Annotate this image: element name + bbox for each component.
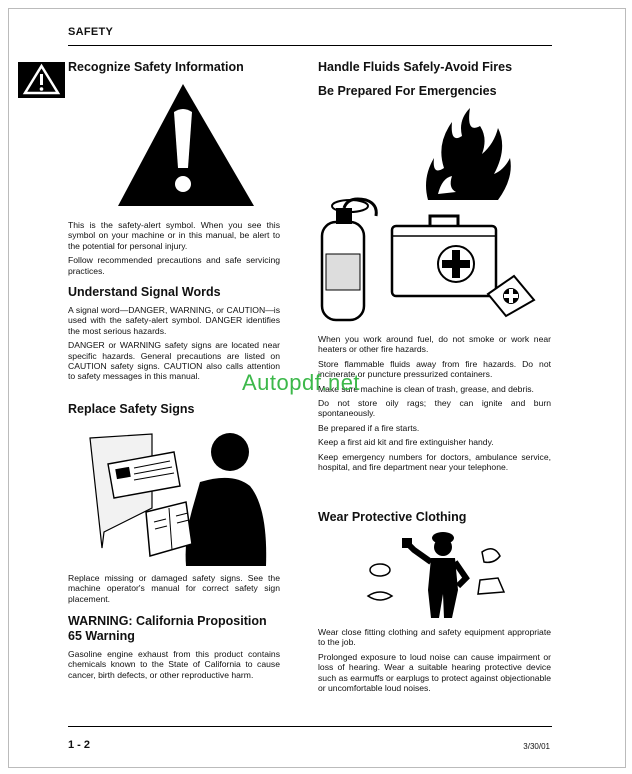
emergencies-title: Be Prepared For Emergencies (318, 84, 497, 98)
replace-p1: Replace missing or damaged safety signs. See the machine operator's manual for correct safety sign placement. (68, 573, 280, 604)
clothing-body (318, 627, 551, 697)
footer-rule (68, 726, 552, 727)
fluids-p2: Store flammable fluids away from fire hazards. Do not incinerate or puncture pressurized containers. (318, 358, 551, 380)
section-title: SAFETY (68, 26, 114, 38)
clothing-figure (318, 530, 551, 622)
signal-p2: DANGER or WARNING safety signs are located near specific hazards. General precautions are listed on CAUTION safety signs. CAUTION also calls attention to safety messages in this manual. (68, 340, 280, 382)
replace-body (68, 573, 280, 608)
revision-date: 3/30/01 (523, 742, 550, 751)
person-reading-sign-illustration (68, 428, 280, 568)
watermark: Autopdf.net (242, 370, 361, 395)
clothing-title: Wear Protective Clothing (318, 510, 467, 524)
protective-clothing-illustration (318, 530, 551, 622)
safety-alert-icon (68, 82, 280, 212)
page-number: 1 - 2 (68, 739, 91, 751)
replace-figure (68, 428, 280, 568)
fluids-section (318, 60, 551, 99)
fluids-p6: Keep a first aid kit and fire extinguisher handy. (318, 437, 494, 448)
fluids-p4: Do not store oily rags; they can ignite and burn spontaneously. (318, 398, 551, 419)
safety-tab (18, 62, 65, 98)
recognize-p2: Follow recommended precautions and safe servicing practices. (68, 255, 280, 276)
fluids-title: Handle Fluids Safely-Avoid Fires (318, 60, 513, 74)
hard-hat-icon (370, 564, 390, 576)
fluids-p1: When you work around fuel, do not smoke or work near heaters or other fire hazards. (318, 334, 551, 355)
replace-section (68, 402, 280, 417)
prop65-p1: Gasoline engine exhaust from this product contains chemicals known to the State of California to cause cancer, birth defects, or other reproductive harm. (68, 649, 280, 680)
boots-icon (478, 578, 504, 594)
fire-extinguisher-first-aid-illustration (318, 104, 551, 324)
goggles-icon (368, 592, 392, 600)
recognize-section (68, 60, 280, 75)
fluids-p5: Be prepared if a fire starts. (318, 422, 420, 433)
signal-p1: A signal word—DANGER, WARNING, or CAUTION—is used with the safety-alert symbol. DANGER identifies the most serious hazards. (68, 305, 280, 336)
clothing-p1: Wear close fitting clothing and safety equipment appropriate to the job. (318, 627, 551, 648)
header-rule (68, 45, 552, 46)
signal-title: Understand Signal Words (68, 285, 221, 299)
warning-triangle-icon (18, 62, 65, 98)
clothing-p2: Prolonged exposure to loud noise can cause impairment or loss of hearing. Wear a suitable hearing protective device such as earmuffs or earplugs to protect against objectionable or uncomfortable loud noises. (318, 651, 551, 694)
fluids-body (318, 334, 551, 476)
recognize-title: Recognize Safety Information (68, 60, 244, 74)
clothing-section (318, 510, 551, 525)
replace-title: Replace Safety Signs (68, 402, 195, 416)
prop65-title: WARNING: California Proposition 65 Warning (68, 614, 267, 643)
recognize-body (68, 220, 280, 280)
fire-emergency-figure (318, 104, 551, 324)
safety-alert-figure (68, 82, 280, 212)
fluids-p7: Keep emergency numbers for doctors, ambulance service, hospital, and fire department near your telephone. (318, 451, 551, 473)
prop65-section (68, 614, 280, 684)
gloves-icon (482, 549, 500, 563)
fluids-p3: Make sure machine is clean of trash, grease, and debris. (318, 383, 534, 394)
recognize-p1: This is the safety-alert symbol. When you see this symbol on your machine or in this manual, be alert to the potential for personal injury. (68, 220, 280, 251)
